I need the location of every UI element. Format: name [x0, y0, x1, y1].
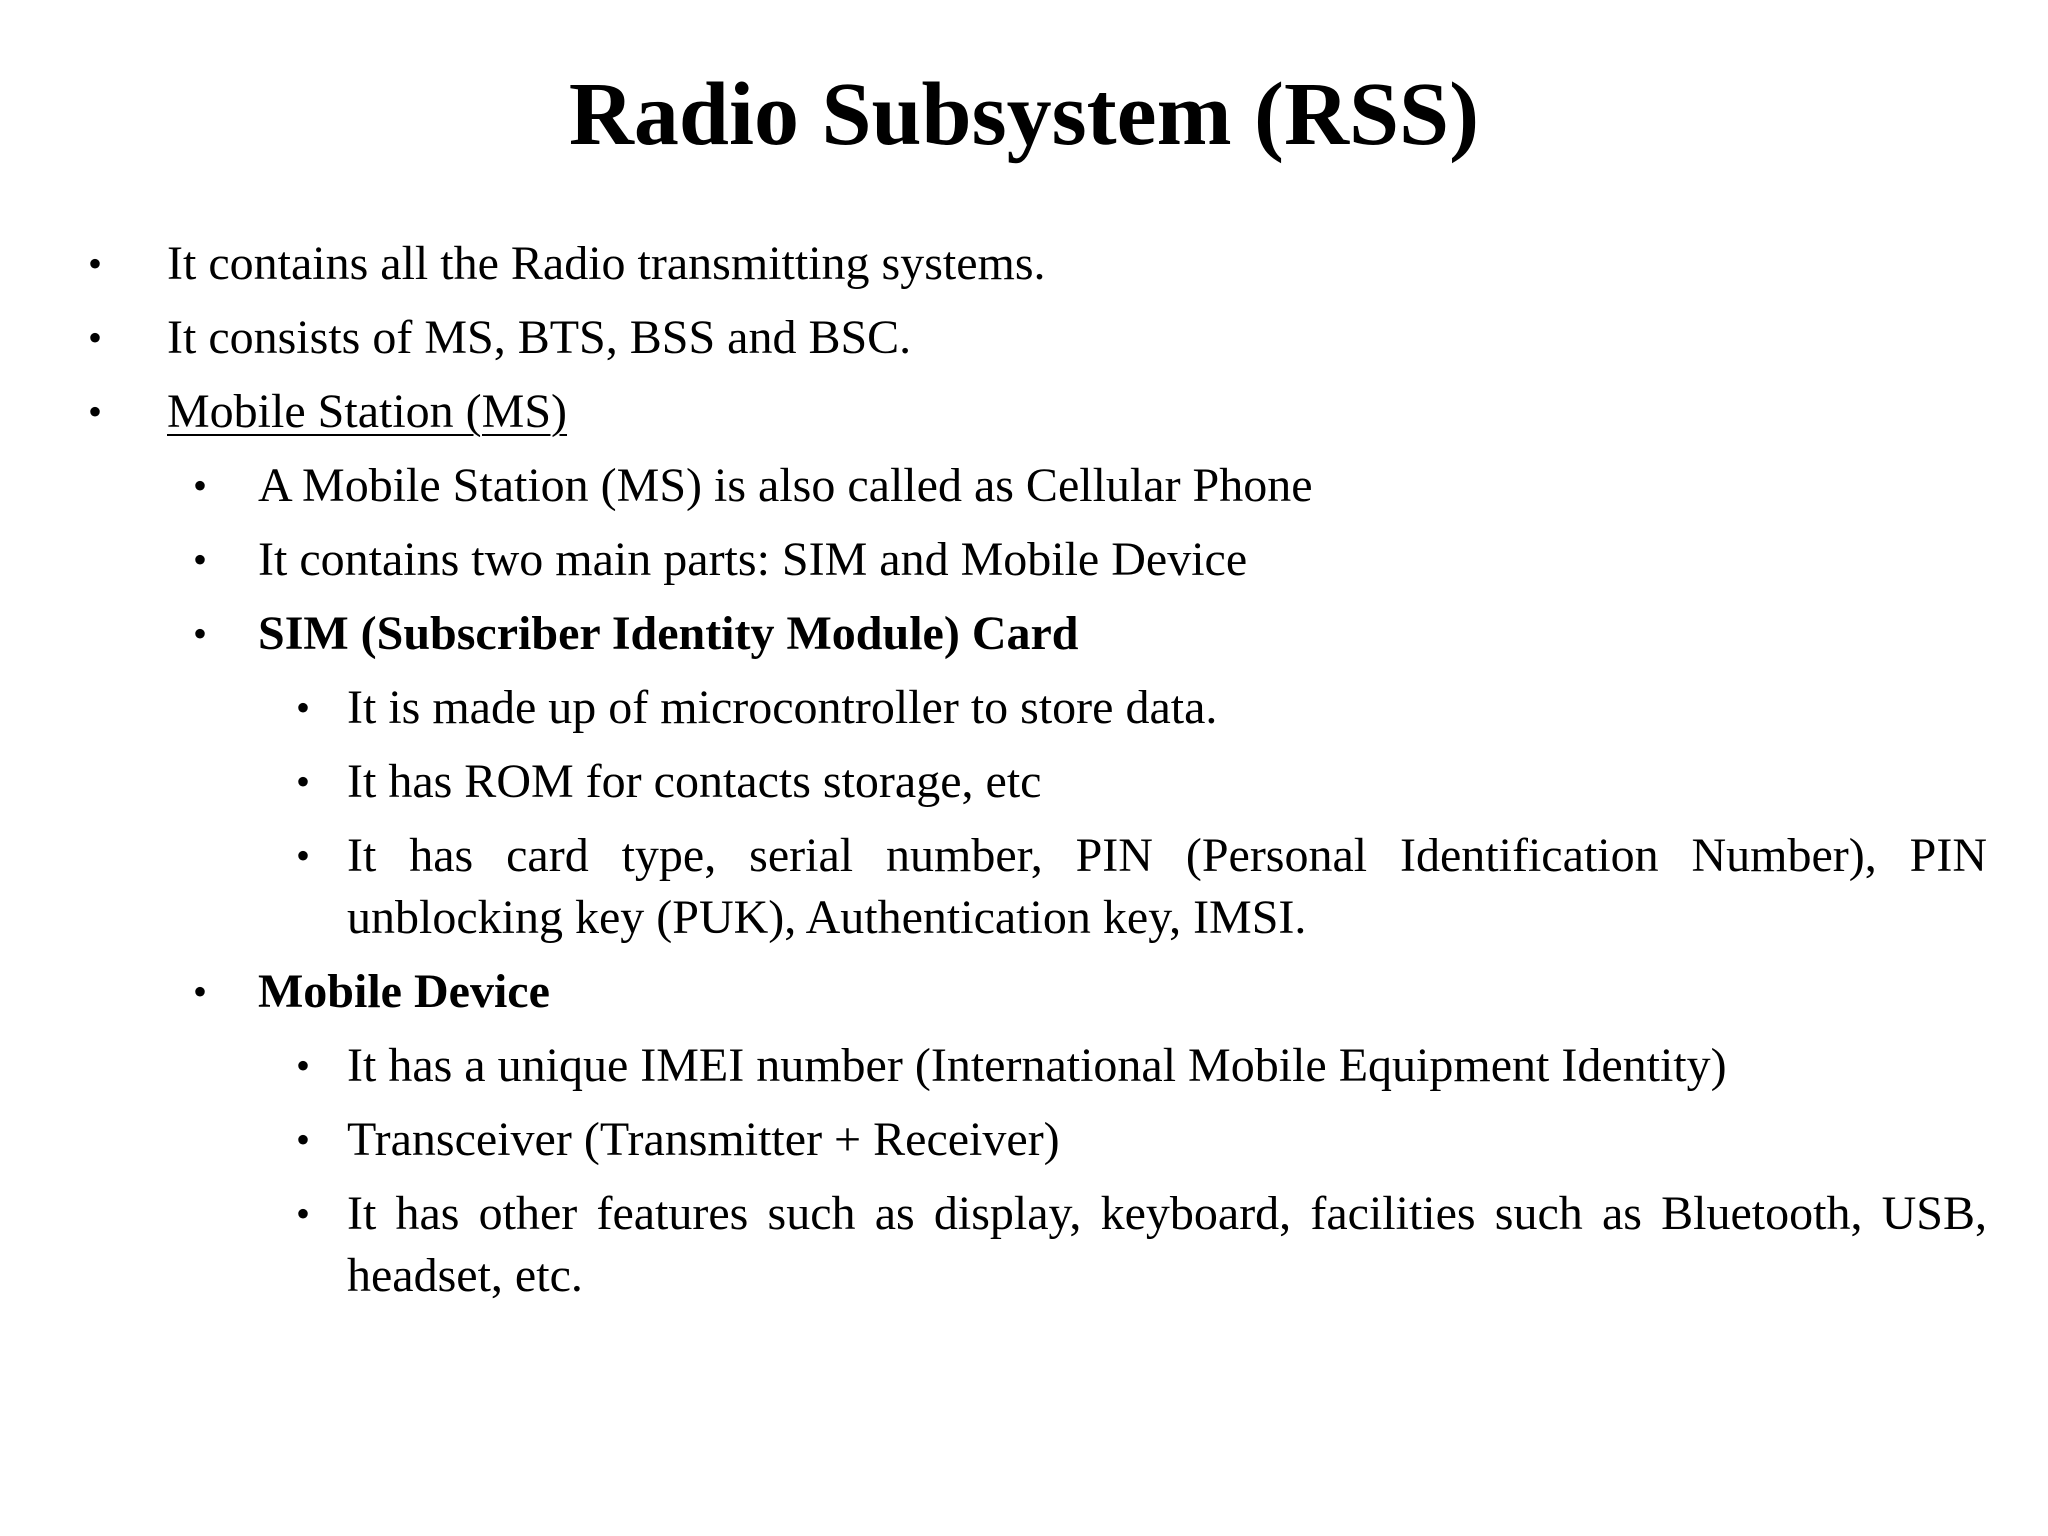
list-item-text: It contains all the Radio transmitting systems. [167, 237, 1046, 290]
list-item [0, 455, 2048, 517]
list-item-text: It has other features such as display, keyboard, facilities such as Bluetooth, USB, headset, etc. [347, 1187, 1987, 1302]
list-item-text: Transceiver (Transmitter + Receiver) [347, 1113, 1060, 1166]
bullet-icon: • [296, 1191, 311, 1236]
list-item [0, 1035, 2048, 1097]
section-heading-mobile-station: Mobile Station (MS) [167, 385, 568, 438]
subsection-heading-sim-card: SIM (Subscriber Identity Module) Card [258, 607, 1079, 660]
list-item [0, 233, 2048, 295]
list-item [0, 1183, 2048, 1307]
list-item [0, 529, 2048, 591]
list-item-text: It has card type, serial number, PIN (Personal Identification Number), PIN unblocking key (PUK), Authentication key, IMSI. [347, 829, 1987, 944]
bullet-icon: • [193, 537, 208, 582]
subsection-heading-mobile-device: Mobile Device [258, 965, 550, 1018]
list-item-text: It contains two main parts: SIM and Mobile Device [258, 533, 1248, 586]
list-item [0, 825, 2048, 949]
bullet-icon: • [193, 969, 208, 1014]
bullet-icon: • [193, 463, 208, 508]
list-item [0, 1109, 2048, 1171]
list-item [0, 307, 2048, 369]
list-item [0, 751, 2048, 813]
bullet-icon: • [296, 1117, 311, 1162]
list-item-text: It consists of MS, BTS, BSS and BSC. [167, 311, 912, 364]
list-item-text: It has a unique IMEI number (International Mobile Equipment Identity) [347, 1039, 1727, 1092]
bullet-icon: • [88, 315, 103, 360]
list-item [0, 603, 2048, 665]
bullet-icon: • [193, 611, 208, 656]
bullet-icon: • [296, 1043, 311, 1088]
bullet-icon: • [296, 685, 311, 730]
bullet-icon: • [296, 833, 311, 878]
bullet-icon: • [88, 389, 103, 434]
bullet-icon: • [88, 241, 103, 286]
list-item-text: It is made up of microcontroller to store data. [347, 681, 1218, 734]
slide-title: Radio Subsystem (RSS) [568, 65, 1480, 164]
list-item [0, 961, 2048, 1023]
bullet-icon: • [296, 759, 311, 804]
list-item-text: A Mobile Station (MS) is also called as Cellular Phone [258, 459, 1313, 512]
list-item [0, 381, 2048, 443]
list-item [0, 677, 2048, 739]
list-item-text: It has ROM for contacts storage, etc [347, 755, 1042, 808]
